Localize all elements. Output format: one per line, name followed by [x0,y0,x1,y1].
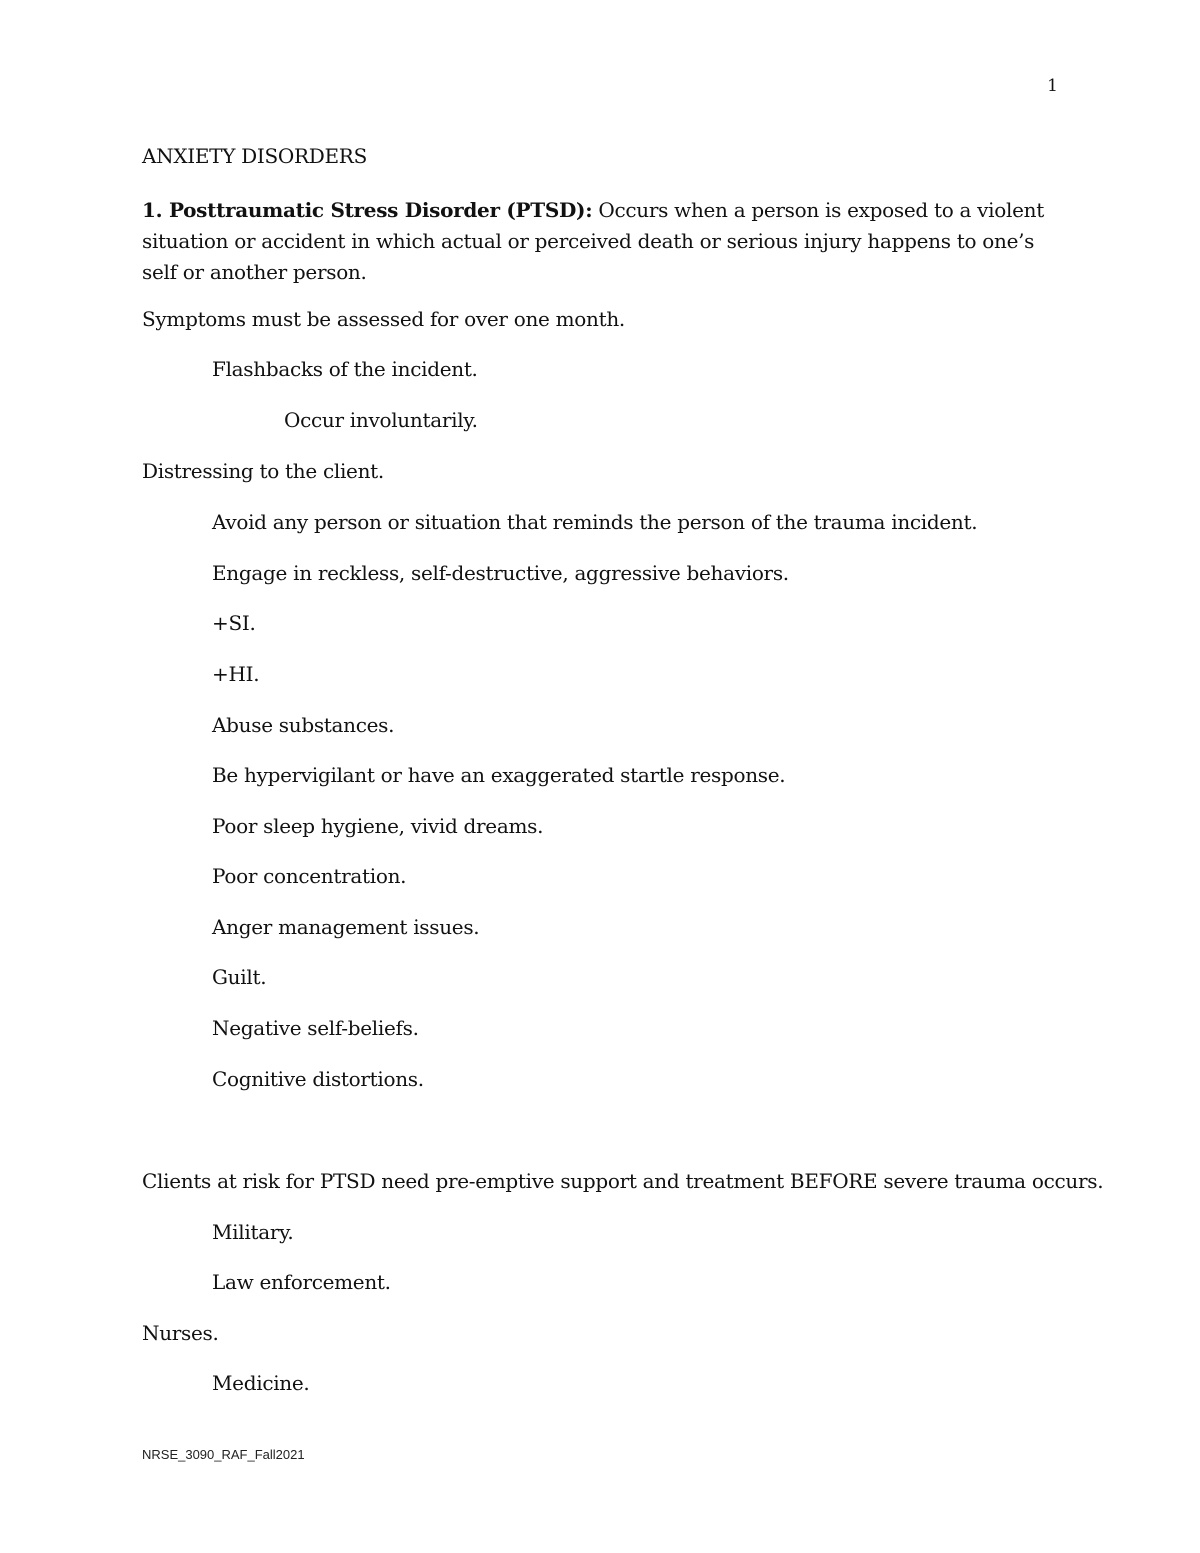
text-line: Guilt. [212,965,267,989]
text-line: Occur involuntarily. [284,408,478,432]
text-line: Nurses. [142,1321,219,1345]
text-line: Abuse substances. [212,713,395,737]
text-line: Avoid any person or situation that reminds the person of the trauma incident. [212,510,978,534]
text-line: Symptoms must be assessed for over one month. [142,307,625,331]
text-line: Flashbacks of the incident. [212,357,478,381]
ptsd-definition-paragraph [142,195,1062,288]
text-line: Be hypervigilant or have an exaggerated startle response. [212,763,786,787]
ptsd-term: 1. Posttraumatic Stress Disorder (PTSD): [142,198,593,222]
text-line: +HI. [212,662,260,686]
text-line: Negative self-beliefs. [212,1016,419,1040]
text-line: Cognitive distortions. [212,1067,424,1091]
text-line: Engage in reckless, self-destructive, aggressive behaviors. [212,561,789,585]
text-line: Clients at risk for PTSD need pre-emptive support and treatment BEFORE severe trauma occurs. [142,1169,1104,1193]
text-line: Law enforcement. [212,1270,391,1294]
text-line: Medicine. [212,1371,310,1395]
page-footer: NRSE_3090_RAF_Fall2021 [142,1447,305,1462]
section-heading: ANXIETY DISORDERS [142,144,367,168]
text-line: Poor sleep hygiene, vivid dreams. [212,814,544,838]
text-line: Distressing to the client. [142,459,384,483]
ptsd-definition: Occurs when a person is exposed to a violent situation or accident in which actual or perceived death or serious injury happens to one’s self or another person. [142,198,1044,284]
page-number: 1 [1047,76,1058,96]
text-line: +SI. [212,611,256,635]
text-line: Military. [212,1220,294,1244]
text-line: Anger management issues. [212,915,480,939]
text-line: Poor concentration. [212,864,407,888]
